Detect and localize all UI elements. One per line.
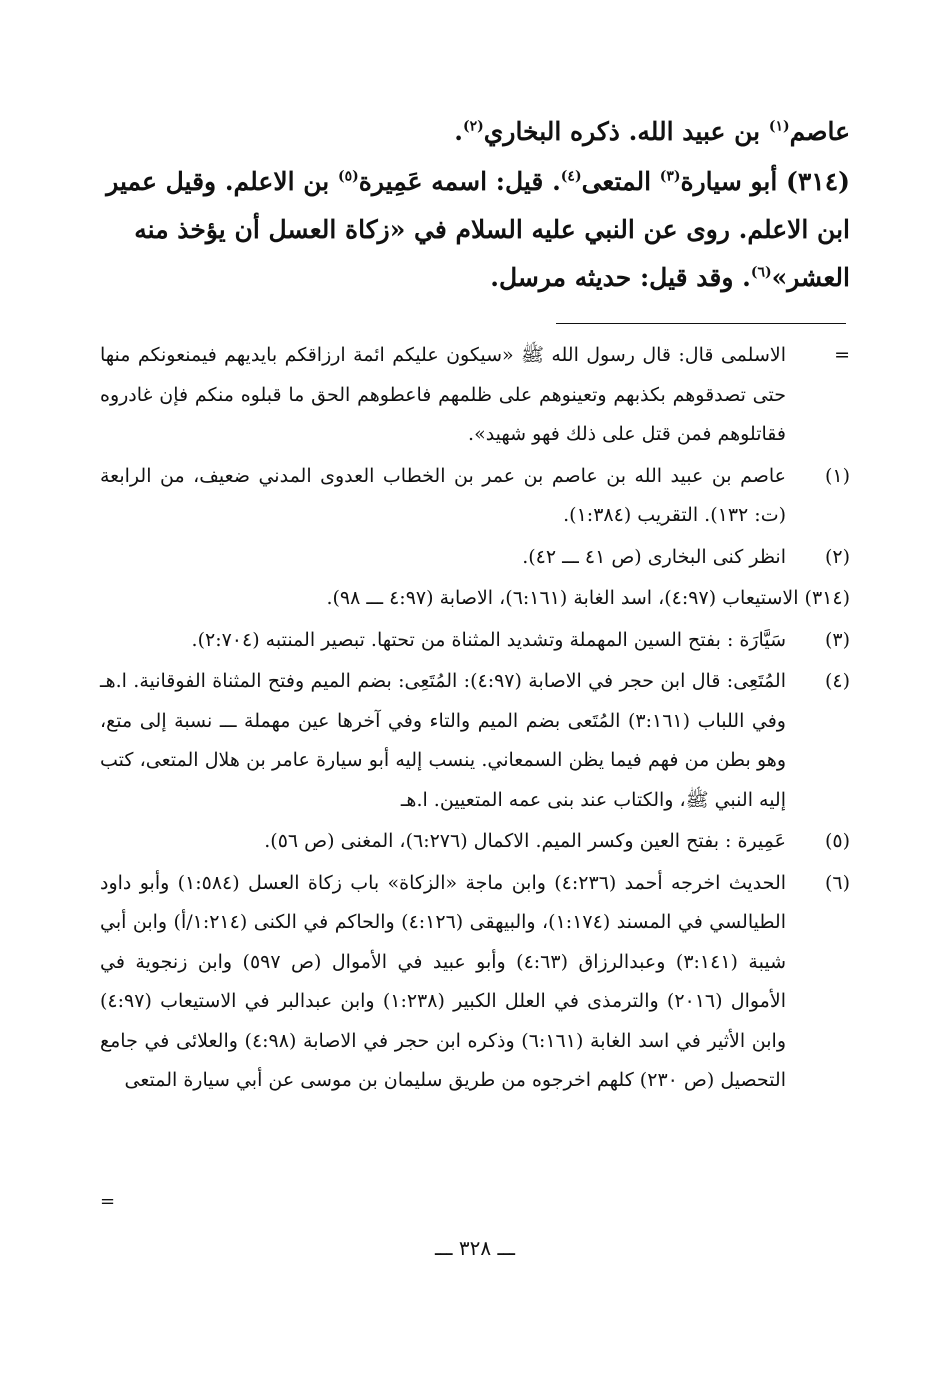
main-text xyxy=(96,108,850,302)
footnote-314-sources xyxy=(100,579,850,619)
footnote-text: الاسلمى قال: قال رسول الله ﷺ «سيكون عليكم ائمة ارزاقكم بايديهم فيمنعونكم منها حتى تصدقوهم بكذبهم وتعينوهم على ظلمهم فاعطوهم الحق ما قبلوه منكم فإن غادروه فقاتلوهم فمن قتل على ذلك فهو شهيد». xyxy=(100,344,786,445)
entry-314: (٣١٤) أبو سيارة$^{(٣)}$ المتعى$^{(٤)}$. قيل: اسمه عَمِيرة$^{(٥)}$ بن الاعلم. وقيل عمير ابن الاعلم. روى عن النبي عليه السلام في «زكاة العسل أن يؤخذ منه العشر»$^{(٦)}$. وقد قيل: حديثه مرسل. xyxy=(106,167,850,292)
footnote-text: المُتَعِى: قال ابن حجر في الاصابة (٤:٩٧): المُتَعِى: بضم الميم وفتح المثناة الفوقانية. ا.هـ وفي اللباب (٣:١٦١) المُتَعى بضم الميم والتاء وفي آخرها عين مهملة ـــ نسبة إلى متع، وهو بطن من فهم فيما يظن السمعاني. ينسب إليه أبو سيارة عامر بن هلال المتعى، كتب إليه النبي ﷺ، والكتاب عند بنى عمه المتعيين. ا.هـ xyxy=(100,670,786,811)
footnote-separator xyxy=(556,323,846,324)
footnote-6 xyxy=(100,864,850,1101)
line-asim: عاصم$^{(١)}$ بن عبيد الله. ذكره البخاري$^{(٢)}$. xyxy=(454,117,850,146)
footnote-text: عَمِيرة : بفتح العين وكسر الميم. الاكمال (٦:٢٧٦)، المغنى (ص ٥٦). xyxy=(264,830,786,852)
footnote-number: (٢) xyxy=(824,545,850,568)
footnote-number: = xyxy=(834,344,850,366)
footnotes xyxy=(100,336,850,1103)
footnote-text: الحديث اخرجه أحمد (٤:٢٣٦) وابن ماجة «الزكاة» باب زكاة العسل (١:٥٨٤) وأبو داود الطيالسي في المسند (١:١٧٤)، والبيهقى (٤:١٢٦) والحاكم في الكنى (١:٢١٤/أ) وابن أبي شيبة (٣:١٤١) وعبدالرزاق (٤:٦٣) وأبو عبيد في الأموال (ص ٥٩٧) وابن زنجوية في الأموال (٢٠١٦) والترمذى في العلل الكبير (١:٢٣٨) وابن عبدالبر في الاستيعاب (٤:٩٧) وابن الأثير في اسد الغابة (٦:١٦١) وذكره ابن حجر في الاصابة (٤:٩٨) والعلائى في جامع التحصيل (ص ٢٣٠) كلهم اخرجوه من طريق سليمان بن موسى عن أبي سيارة المتعى xyxy=(100,871,787,1091)
footnote-number: (٥) xyxy=(824,830,850,852)
continuation-mark: = xyxy=(100,1191,116,1212)
footnote-4 xyxy=(100,662,850,820)
footnote-text: (٣١٤) الاستيعاب (٤:٩٧)، اسد الغابة (٦:١٦١)، الاصابة (٤:٩٧ ـــ ٩٨). xyxy=(326,587,850,609)
footnote-number: (٤) xyxy=(824,670,850,692)
footnote-1 xyxy=(100,457,850,536)
footnote-text: انظر كنى البخارى (ص ٤١ ـــ ٤٢). xyxy=(522,545,786,568)
footnote-3 xyxy=(100,621,850,661)
footnote-continuation xyxy=(100,336,850,455)
footnote-number: (٣) xyxy=(824,628,850,651)
footnote-number: (١) xyxy=(824,464,850,487)
footnote-text: سَيَّارَة : بفتح السين المهملة وتشديد المثناة من تحتها. تبصير المنتبه (٢:٧٠٤). xyxy=(191,628,786,651)
page-number: ـــ ٣٢٨ ـــ xyxy=(434,1236,516,1260)
footnote-2 xyxy=(100,538,850,578)
footnote-text: عاصم بن عبيد الله بن عاصم بن عمر بن الخطاب العدوى المدني ضعيف، من الرابعة (ت: ١٣٢). التقريب (١:٣٨٤). xyxy=(100,464,786,526)
footnote-5 xyxy=(100,822,850,862)
footnote-number: (٦) xyxy=(824,871,850,894)
